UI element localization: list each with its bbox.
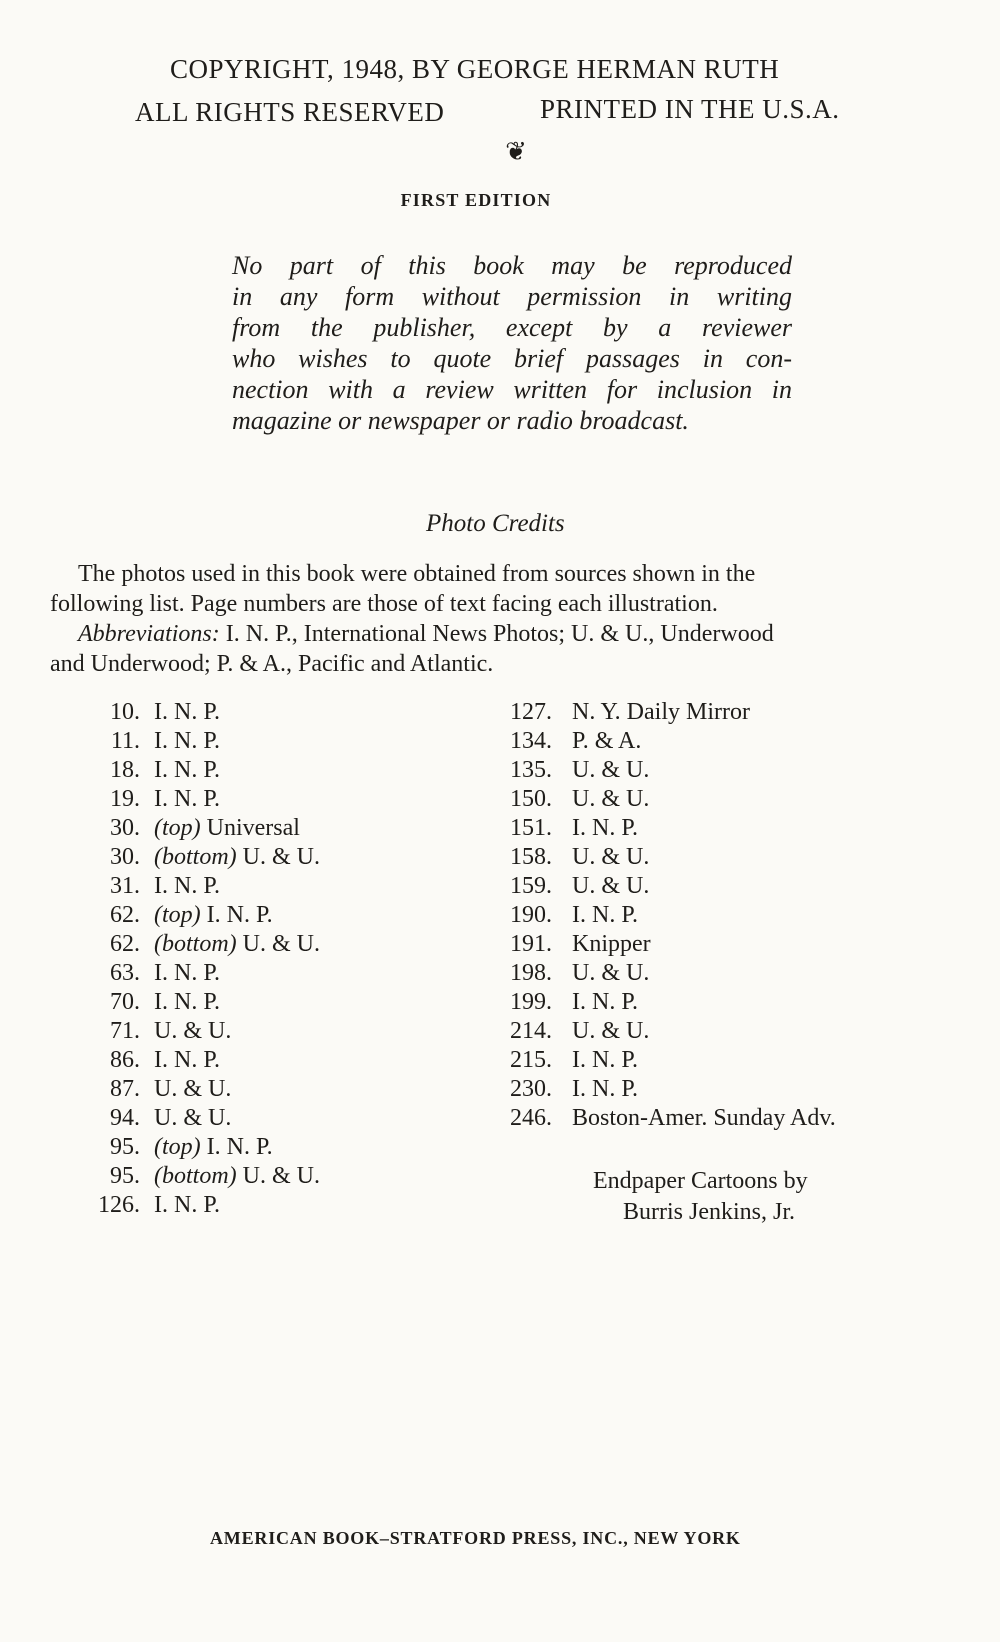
printed-in: PRINTED IN THE U.S.A. <box>540 94 840 124</box>
credit-source <box>572 988 792 1017</box>
rights-reserved: ALL RIGHTS RESERVED <box>135 97 445 127</box>
credit-source <box>572 872 792 901</box>
credits-list-right <box>500 698 836 1133</box>
credit-entry <box>500 872 836 901</box>
credit-source <box>572 756 792 785</box>
credit-position-qualifier: (bottom) <box>154 931 237 957</box>
credit-entry <box>80 785 374 814</box>
credit-position-qualifier: (bottom) <box>154 844 237 870</box>
credit-page-number: 159. <box>510 873 552 899</box>
credit-page-number: 87. <box>110 1076 140 1102</box>
abbreviations-text: I. N. P., International News Photos; U. & U., Underwood <box>225 621 774 647</box>
credit-position-qualifier: (top) <box>154 902 201 928</box>
credit-source <box>154 988 374 1017</box>
notice-line: No part of this book may be reproduced <box>232 251 792 280</box>
credit-entry <box>500 1104 836 1133</box>
intro-line: The photos used in this book were obtained from sources shown in the <box>78 561 756 587</box>
credit-source-name: I. N. P. <box>572 902 639 928</box>
credit-source-name: I. N. P. <box>206 902 273 928</box>
credit-source-name: U. & U. <box>154 1018 232 1044</box>
credit-source-name: I. N. P. <box>572 989 639 1015</box>
credit-entry <box>500 901 836 930</box>
credit-entry <box>80 1162 374 1191</box>
credit-entry <box>80 843 374 872</box>
credit-source <box>154 959 374 988</box>
credit-source <box>154 1046 374 1075</box>
credit-entry <box>500 785 836 814</box>
intro-line: following list. Page numbers are those of text facing each illustration. <box>50 591 718 617</box>
photo-credits-heading: Photo Credits <box>426 510 565 537</box>
credit-source-name: U. & U. <box>572 844 650 870</box>
printer-imprint: AMERICAN BOOK–STRATFORD PRESS, INC., NEW YORK <box>210 1528 741 1548</box>
notice-line: who wishes to quote brief passages in con- <box>232 344 792 373</box>
credit-source <box>154 872 374 901</box>
credit-page-number: 134. <box>510 728 552 754</box>
credit-page-number: 95. <box>110 1163 140 1189</box>
credit-source-name: U. & U. <box>154 1076 232 1102</box>
credit-source <box>572 1017 792 1046</box>
credit-entry <box>80 959 374 988</box>
credit-source-name: N. Y. Daily Mirror <box>572 699 750 725</box>
credit-entry <box>80 1046 374 1075</box>
notice-line: nection with a review written for inclusion in <box>232 375 792 404</box>
credit-entry <box>80 872 374 901</box>
credit-source <box>154 1133 374 1162</box>
credit-source <box>154 756 374 785</box>
credit-page-number: 86. <box>110 1047 140 1073</box>
credit-source-name: U. & U. <box>572 960 650 986</box>
credit-entry <box>80 1104 374 1133</box>
credit-source-name: I. N. P. <box>154 873 221 899</box>
credit-source-name: Boston-Amer. Sunday Adv. <box>572 1105 836 1131</box>
credit-source <box>572 785 792 814</box>
credit-entry <box>80 988 374 1017</box>
edition-text: FIRST EDITION <box>400 190 552 210</box>
credit-source-name: I. N. P. <box>206 1134 273 1160</box>
credit-source <box>154 814 374 843</box>
credit-source-name: U. & U. <box>242 1163 320 1189</box>
credit-entry <box>500 1075 836 1104</box>
credit-page-number: 151. <box>510 815 552 841</box>
credit-entry <box>500 843 836 872</box>
credit-source <box>154 727 374 756</box>
credit-source-name: I. N. P. <box>154 757 221 783</box>
credit-source <box>572 959 792 988</box>
credit-page-number: 246. <box>510 1105 552 1131</box>
credit-source <box>154 1191 374 1220</box>
endpaper-artist: Burris Jenkins, Jr. <box>623 1199 796 1225</box>
notice-line: from the publisher, except by a reviewer <box>232 313 792 342</box>
credit-position-qualifier: (top) <box>154 1134 201 1160</box>
credit-page-number: 62. <box>110 931 140 957</box>
credit-source-name: U. & U. <box>572 786 650 812</box>
credit-source-name: I. N. P. <box>154 786 221 812</box>
credit-page-number: 215. <box>510 1047 552 1073</box>
credit-entry <box>500 930 836 959</box>
credit-entry <box>500 1046 836 1075</box>
credit-page-number: 150. <box>510 786 552 812</box>
credit-page-number: 198. <box>510 960 552 986</box>
credit-source <box>154 901 374 930</box>
notice-line: magazine or newspaper or radio broadcast. <box>232 406 689 435</box>
credit-entry <box>80 901 374 930</box>
credit-page-number: 126. <box>98 1192 140 1218</box>
credit-source <box>572 901 792 930</box>
edition-label <box>0 190 1000 211</box>
credit-source-name: I. N. P. <box>572 1076 639 1102</box>
credit-page-number: 199. <box>510 989 552 1015</box>
credit-page-number: 63. <box>110 960 140 986</box>
credit-entry <box>500 698 836 727</box>
credit-entry <box>500 1017 836 1046</box>
credit-source-name: U. & U. <box>572 757 650 783</box>
credit-page-number: 135. <box>510 757 552 783</box>
credit-page-number: 230. <box>510 1076 552 1102</box>
credit-source <box>572 930 792 959</box>
credit-entry <box>80 756 374 785</box>
credit-entry <box>80 1075 374 1104</box>
credit-source-name: U. & U. <box>242 931 320 957</box>
credit-source-name: I. N. P. <box>154 1192 221 1218</box>
credit-source-name: I. N. P. <box>154 960 221 986</box>
endpaper-credit <box>593 1166 808 1228</box>
abbreviations-line <box>50 619 968 649</box>
credit-page-number: 62. <box>110 902 140 928</box>
credit-page-number: 30. <box>110 844 140 870</box>
credit-source <box>572 1046 792 1075</box>
credit-page-number: 191. <box>510 931 552 957</box>
credit-source <box>154 1162 374 1191</box>
credit-position-qualifier: (top) <box>154 815 201 841</box>
credit-entry <box>500 727 836 756</box>
credit-source-name: I. N. P. <box>154 989 221 1015</box>
credit-page-number: 11. <box>110 728 140 754</box>
credit-source <box>154 930 374 959</box>
credit-page-number: 19. <box>110 786 140 812</box>
credit-page-number: 70. <box>110 989 140 1015</box>
credit-source-name: I. N. P. <box>572 1047 639 1073</box>
abbreviations-line-2: and Underwood; P. & A., Pacific and Atlantic. <box>50 651 494 677</box>
credit-page-number: 190. <box>510 902 552 928</box>
endpaper-line: Endpaper Cartoons by <box>593 1168 808 1194</box>
photo-credits-intro <box>50 559 968 679</box>
credit-page-number: 94. <box>110 1105 140 1131</box>
credit-source <box>154 1017 374 1046</box>
credit-entry <box>80 1133 374 1162</box>
credit-source <box>572 727 792 756</box>
credit-entry <box>80 930 374 959</box>
credit-source-name: Universal <box>206 815 300 841</box>
credit-source <box>572 1104 836 1133</box>
credit-entry <box>80 1017 374 1046</box>
credit-source <box>572 1075 792 1104</box>
abbreviations-label: Abbreviations: <box>78 621 220 647</box>
credit-source <box>154 843 374 872</box>
credit-source <box>572 698 792 727</box>
credits-list-left <box>80 698 374 1220</box>
credit-source-name: U. & U. <box>572 1018 650 1044</box>
printers-flower-icon: ❦ <box>505 137 527 166</box>
credit-page-number: 214. <box>510 1018 552 1044</box>
credit-source <box>154 698 374 727</box>
credit-entry <box>80 727 374 756</box>
credit-entry <box>500 814 836 843</box>
credit-page-number: 71. <box>110 1018 140 1044</box>
credit-page-number: 30. <box>110 815 140 841</box>
credit-position-qualifier: (bottom) <box>154 1163 237 1189</box>
credit-entry <box>500 756 836 785</box>
reproduction-notice <box>232 250 792 436</box>
credit-source-name: Knipper <box>572 931 651 957</box>
credit-source-name: U. & U. <box>572 873 650 899</box>
credit-source <box>572 814 792 843</box>
credit-page-number: 10. <box>110 699 140 725</box>
credit-entry <box>80 1191 374 1220</box>
credit-entry <box>500 988 836 1017</box>
credit-source-name: I. N. P. <box>154 699 221 725</box>
credit-source-name: U. & U. <box>154 1105 232 1131</box>
credit-page-number: 31. <box>110 873 140 899</box>
notice-line: in any form without permission in writing <box>232 282 792 311</box>
credit-source <box>154 1104 374 1133</box>
credit-entry <box>80 814 374 843</box>
credit-page-number: 18. <box>110 757 140 783</box>
credit-source-name: I. N. P. <box>154 1047 221 1073</box>
credit-source-name: I. N. P. <box>154 728 221 754</box>
credit-source <box>154 785 374 814</box>
credit-source <box>572 843 792 872</box>
credit-source <box>154 1075 374 1104</box>
credit-source-name: I. N. P. <box>572 815 639 841</box>
copyright-line: COPYRIGHT, 1948, BY GEORGE HERMAN RUTH <box>170 54 780 84</box>
credit-entry <box>80 698 374 727</box>
credit-page-number: 95. <box>110 1134 140 1160</box>
credit-source-name: U. & U. <box>242 844 320 870</box>
credit-source-name: P. & A. <box>572 728 642 754</box>
credit-page-number: 127. <box>510 699 552 725</box>
credit-entry <box>500 959 836 988</box>
credit-page-number: 158. <box>510 844 552 870</box>
